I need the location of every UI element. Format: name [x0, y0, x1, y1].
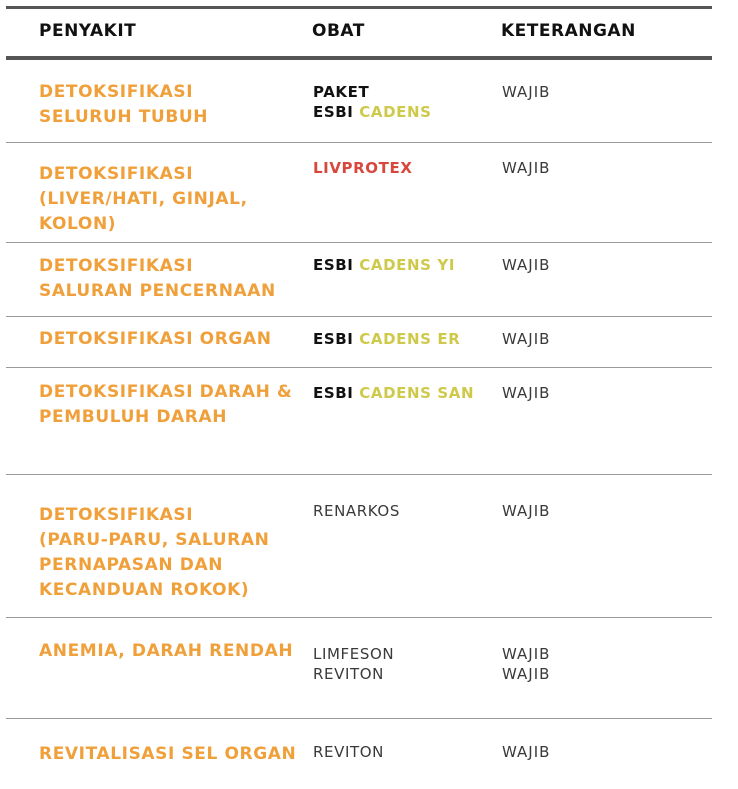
drug-line [313, 383, 493, 403]
note-cell [502, 644, 702, 684]
drug-cell [313, 501, 493, 521]
drug-name: CADENS SAN [359, 384, 475, 402]
note-cell [502, 255, 702, 275]
disease-line: SALURAN PENCERNAAN [39, 281, 276, 301]
drug-line [313, 158, 493, 178]
disease-line: DETOKSIFIKASI [39, 256, 194, 276]
note-text: WAJIB [502, 743, 551, 761]
drug-name: RENARKOS [313, 502, 400, 520]
drug-name: LIMFESON [313, 645, 395, 663]
disease-line: DETOKSIFIKASI DARAH & [39, 382, 293, 402]
disease-cell [39, 503, 304, 603]
note-text: WAJIB [502, 159, 551, 177]
drug-line [313, 664, 493, 684]
drug-name: CADENS ER [359, 330, 461, 348]
disease-cell [39, 254, 304, 304]
disease-cell [39, 327, 304, 352]
drug-name: ESBI [313, 256, 360, 274]
drug-name: REVITON [313, 665, 384, 683]
drug-line [313, 742, 493, 762]
drug-cell [313, 158, 493, 178]
disease-line: DETOKSIFIKASI [39, 505, 194, 525]
note-text: WAJIB [502, 665, 551, 683]
table-row [6, 316, 712, 368]
disease-line: DETOKSIFIKASI [39, 82, 194, 102]
header-penyakit: PENYAKIT [39, 21, 137, 41]
note-cell [502, 82, 702, 102]
disease-line: REVITALISASI SEL ORGAN [39, 744, 297, 764]
table-row [6, 142, 712, 243]
note-cell [502, 742, 702, 762]
note-text: WAJIB [502, 384, 551, 402]
note-text: WAJIB [502, 502, 551, 520]
disease-line: (PARU-PARU, SALURAN [39, 530, 270, 550]
table-row [6, 60, 712, 143]
drug-line [313, 329, 493, 349]
drug-cell [313, 329, 493, 349]
disease-line: PEMBULUH DARAH [39, 407, 228, 427]
drug-cell [313, 742, 493, 762]
drug-cell [313, 255, 493, 275]
disease-cell [39, 80, 304, 130]
note-text: WAJIB [502, 256, 551, 274]
disease-line: DETOKSIFIKASI ORGAN [39, 329, 272, 349]
drug-line [313, 501, 493, 521]
table-top-rule [6, 6, 712, 9]
drug-name: ESBI [313, 384, 360, 402]
table-row [6, 474, 712, 618]
drug-line [313, 255, 493, 275]
note-cell [502, 329, 702, 349]
drug-name: CADENS YI [359, 256, 456, 274]
note-text: WAJIB [502, 83, 551, 101]
disease-line: ANEMIA, DARAH RENDAH [39, 641, 294, 661]
disease-line: PERNAPASAN DAN [39, 555, 224, 575]
drug-cell [313, 383, 493, 403]
drug-name: LIVPROTEX [313, 159, 413, 177]
disease-cell [39, 639, 304, 664]
drug-cell [313, 82, 493, 122]
disease-line: DETOKSIFIKASI [39, 164, 194, 184]
drug-name: CADENS [359, 103, 432, 121]
disease-line: KOLON) [39, 214, 117, 234]
disease-cell [39, 162, 304, 237]
disease-cell [39, 380, 304, 430]
disease-line: KECANDUAN ROKOK) [39, 580, 250, 600]
note-cell [502, 501, 702, 521]
table-row [6, 718, 712, 789]
disease-cell [39, 742, 304, 767]
drug-name: ESBI [313, 103, 360, 121]
note-cell [502, 158, 702, 178]
drug-name: PAKET [313, 83, 370, 101]
disease-line: (LIVER/HATI, GINJAL, [39, 189, 248, 209]
drug-cell [313, 644, 493, 684]
table-row [6, 367, 712, 475]
table-row [6, 242, 712, 317]
drug-name: REVITON [313, 743, 384, 761]
table-row [6, 617, 712, 719]
header-obat: OBAT [312, 21, 365, 41]
drug-line [313, 82, 493, 102]
disease-line: SELURUH TUBUH [39, 107, 209, 127]
note-text: WAJIB [502, 330, 551, 348]
drug-line [313, 644, 493, 664]
drug-name: ESBI [313, 330, 360, 348]
drug-line [313, 102, 493, 122]
note-text: WAJIB [502, 645, 551, 663]
header-keterangan: KETERANGAN [501, 21, 636, 41]
note-cell [502, 383, 702, 403]
